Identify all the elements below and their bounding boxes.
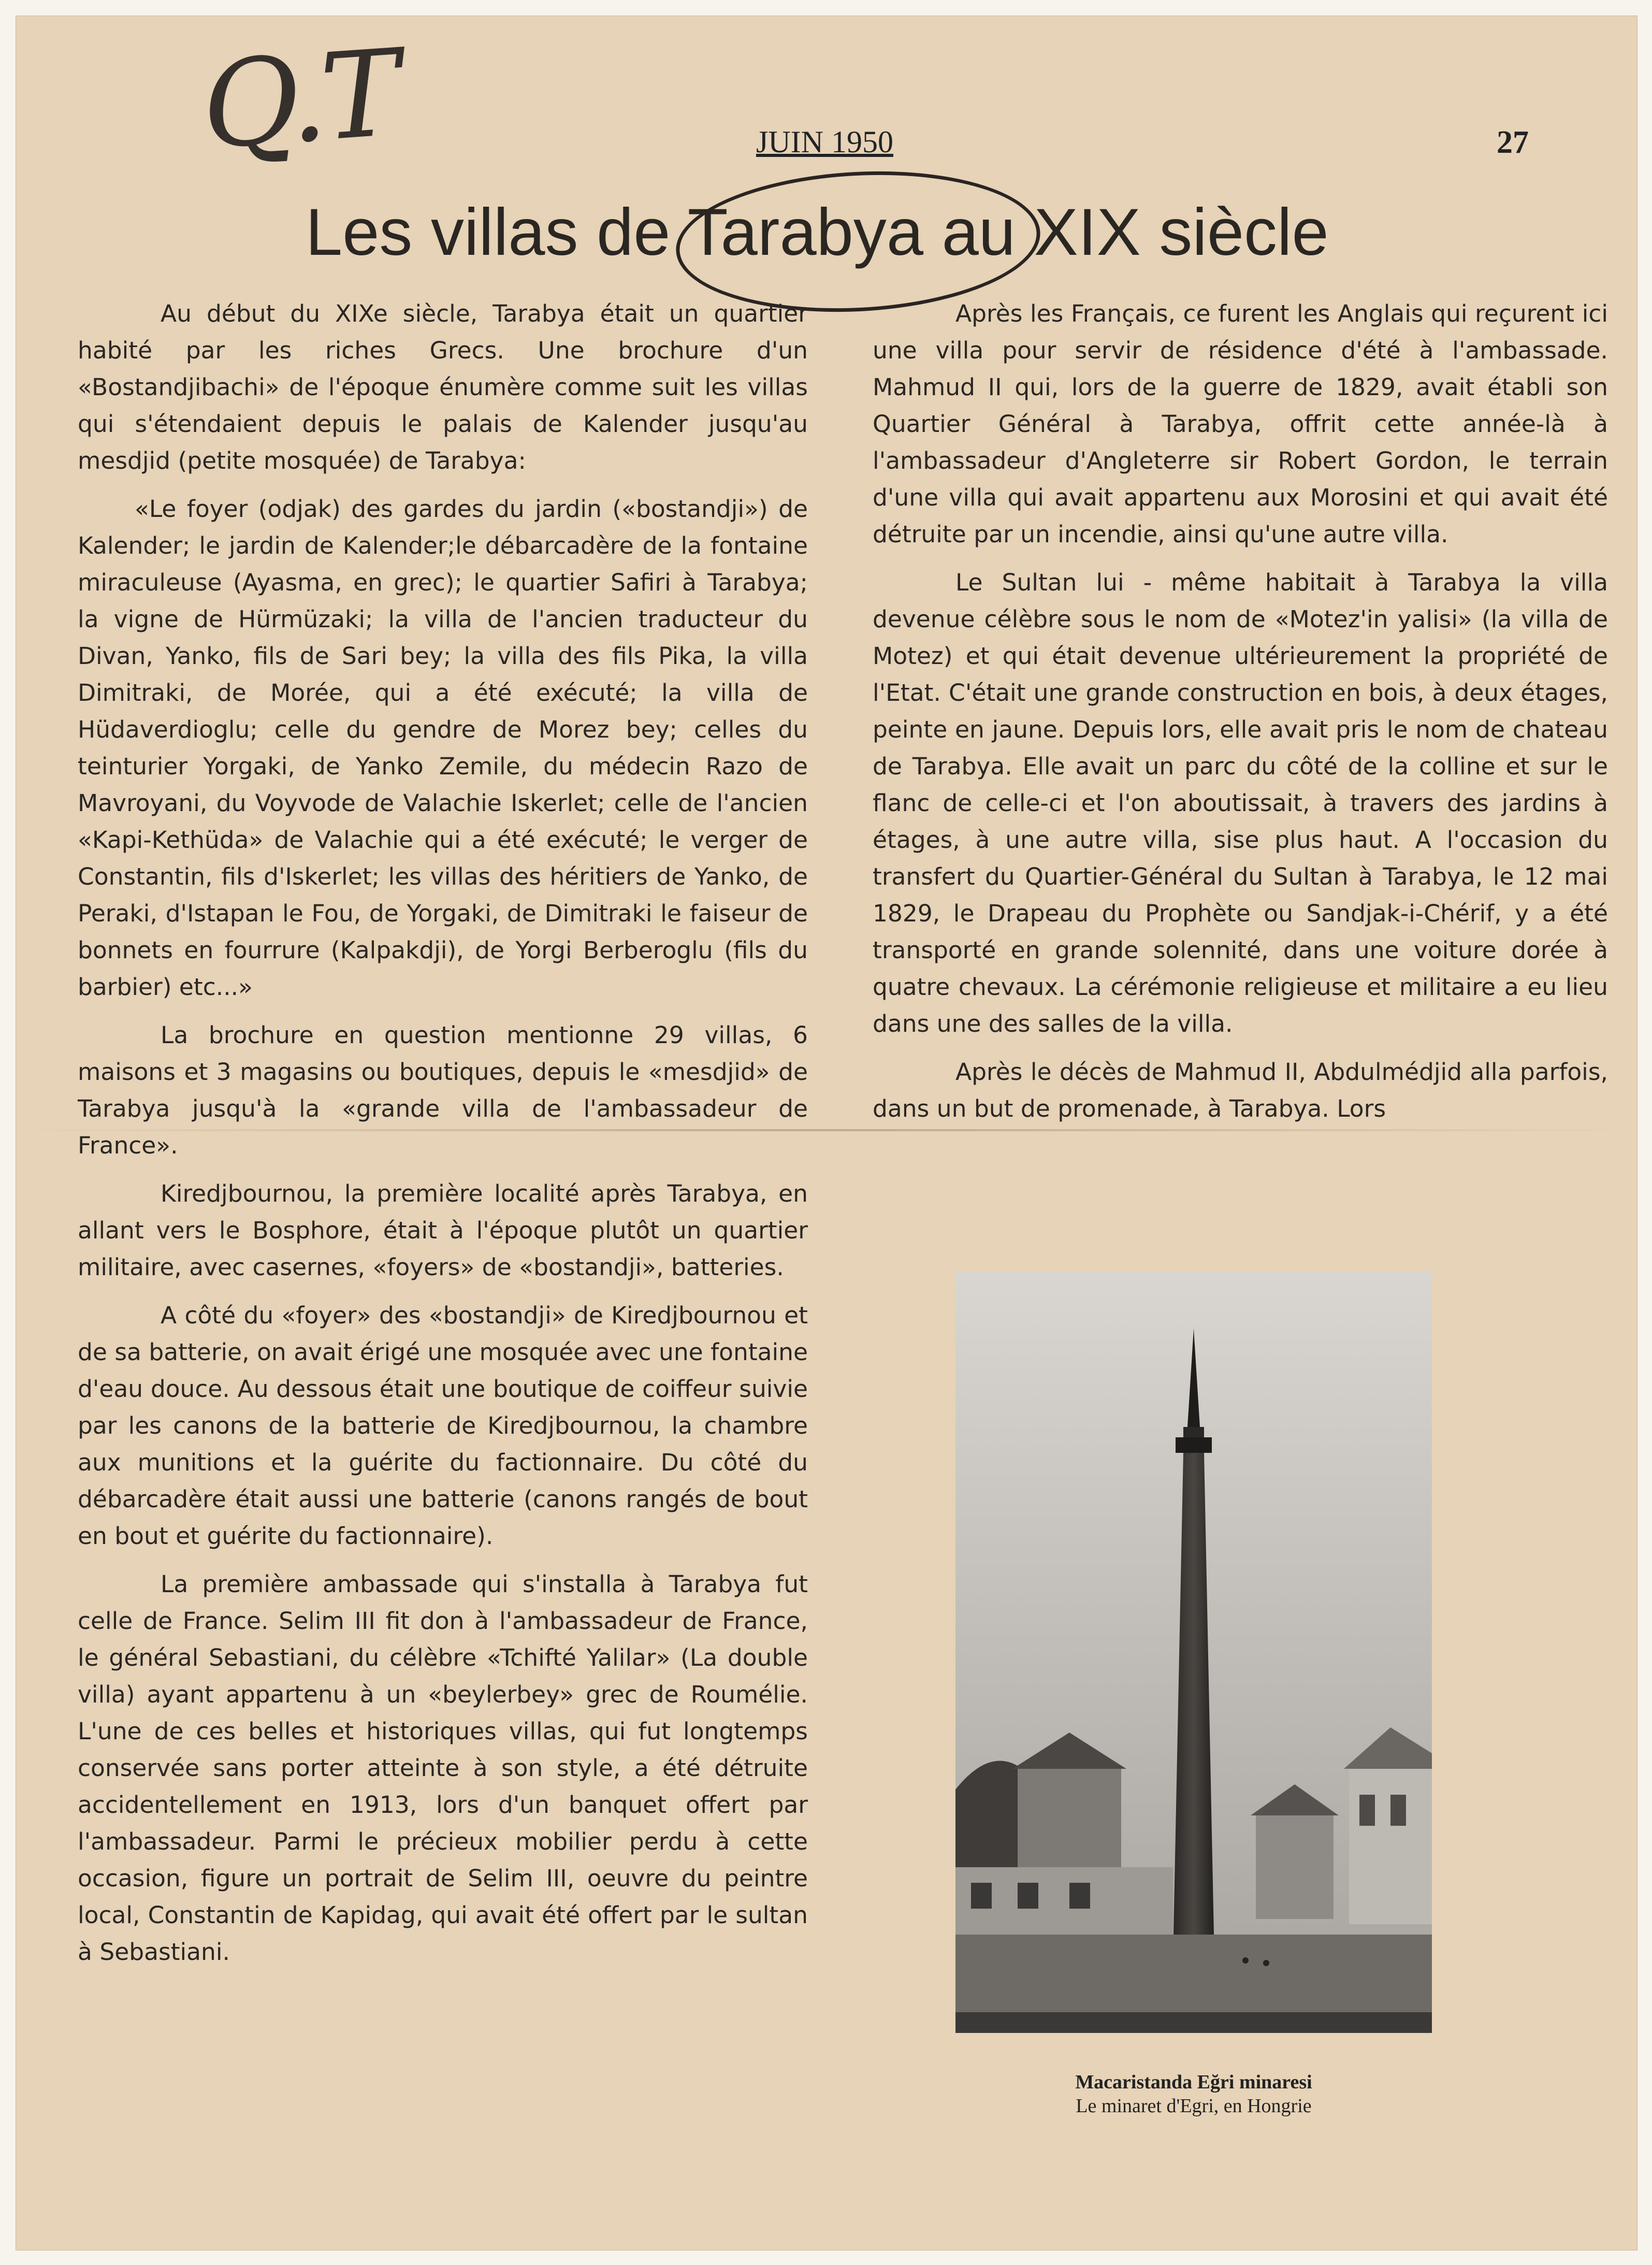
minaret-photo (955, 1272, 1432, 2033)
paragraph: Kiredjbournou, la première localité après Tarabya, en allant vers le Bosphore, était à l'époque plutôt un quartier militaire, avec casernes, «foyers» de «bostandji», batteries. (78, 1180, 808, 1281)
photo-caption-french: Le minaret d'Egri, en Hongrie (1076, 2095, 1312, 2117)
paragraph: Au début du XIXe siècle, Tarabya était un quartier habité par les riches Grecs. Une brochure d'un «Bostandjibachi» de l'époque énumère comme suit les villas qui s'étendaient depuis le palais de Kalender jusqu'au mesdjid (petite mosquée) de Tarabya: (78, 300, 808, 474)
right-column (873, 295, 1608, 1138)
paragraph: La brochure en question mentionne 29 villas, 6 maisons et 3 magasins ou boutiques, depuis le «mesdjid» de Tarabya jusqu'à la «grande villa de l'ambassadeur de France». (78, 1021, 808, 1159)
minaret-illustration (955, 1272, 1432, 2033)
photo-caption-turkish: Macaristanda Eğri minaresi (1075, 2071, 1312, 2093)
left-column (78, 295, 808, 1982)
paragraph: La première ambassade qui s'installa à Tarabya fut celle de France. Selim III fit don à l'ambassadeur de France, le général Sebastiani, du célèbre «Tchifté Yalilar» (La double villa) ayant appartenu à un «beylerbey» grec de Roumélie. L'une de ces belles et historiques villas, qui fut longtemps conservée sans porter atteinte à son style, a été détruite accidentellement en 1913, lors d'un banquet offert par l'ambassadeur. Parmi le précieux mobilier perdu à cette occasion, figure un portrait de Selim III, oeuvre du peintre local, Constantin de Kapidag, qui avait été offert par le sultan à Sebastiani. (78, 1570, 808, 1966)
page-number: 27 (1497, 125, 1529, 160)
paragraph-quote: «Le foyer (odjak) des gardes du jardin («bostandji») de Kalender; le jardin de Kalender;le débarcadère de la fontaine miraculeuse (Ayasma, en grec); le quartier Safiri à Tarabya; la vigne de Hürmüzaki; la villa de l'ancien traducteur du Divan, Yanko, fils de Sari bey; la villa des fils Pika, la villa Dimitraki, de Morée, qui a été exécuté; la villa de Hüdaverdioglu; celle du gendre de Morez bey; celles du teinturier Yorgaki, de Yanko Zemile, du médecin Razo de Mavroyani, du Voyvode de Valachie Iskerlet; celle de l'ancien «Kapi-Kethüda» de Valachie qui a été exécuté; le verger de Constantin, fils d'Iskerlet; les villas des héritiers de Yanko, de Peraki, d'Istapan le Fou, de Yorgaki, de Dimitraki le faiseur de bonnets en fourrure (Kalpakdji), de Yorgi Berberoglu (fils du barbier) etc...» (78, 495, 808, 1001)
paragraph: A côté du «foyer» des «bostandji» de Kiredjbournou et de sa batterie, on avait érigé une mosquée avec une fontaine d'eau douce. Au dessous était une boutique de coiffeur suivie par les canons de la batterie de Kiredjbournou, la chambre aux munitions et la guérite du factionnaire. Du côté du débarcadère était aussi une batterie (canons rangés de bout en bout et guérite du factionnaire). (78, 1302, 808, 1550)
handwritten-mark: Q.T (197, 24, 400, 176)
article-title: Les villas de Tarabya au XIX siècle (306, 195, 1329, 269)
paragraph: Après le décès de Mahmud II, Abdulmédjid alla parfois, dans un but de promenade, à Tarabya. Lors (873, 1058, 1608, 1122)
paragraph: Après les Français, ce furent les Anglais qui reçurent ici une villa pour servir de résidence d'été à l'ambassade. Mahmud II qui, lors de la guerre de 1829, avait établi son Quartier Général à Tarabya, offrit cette année-là à l'ambassadeur d'Angleterre sir Robert Gordon, le terrain d'une villa qui avait appartenu aux Morosini et qui avait été détruite par un incendie, ainsi qu'une autre villa. (873, 300, 1608, 548)
paragraph: Le Sultan lui - même habitait à Tarabya la villa devenue célèbre sous le nom de «Motez'in yalisi» (la villa de Motez) et qui était devenue ultérieurement la propriété de l'Etat. C'était une grande construction en bois, à deux étages, peinte en jaune. Depuis lors, elle avait pris le nom de chateau de Tarabya. Elle avait un parc du côté de la colline et sur le flanc de celle-ci et l'on aboutissait, à travers des jardins à étages, à une autre villa, sise plus haut. A l'occasion du transfert du Quartier-Général du Sultan à Tarabya, le 12 mai 1829, le Drapeau du Prophète ou Sandjak-i-Chérif, y a été transporté en grande solennité, dans une voiture dorée à quatre chevaux. La cérémonie religieuse et militaire a eu lieu dans une des salles de la villa. (873, 569, 1608, 1037)
running-head-date: JUIN 1950 (756, 125, 893, 159)
